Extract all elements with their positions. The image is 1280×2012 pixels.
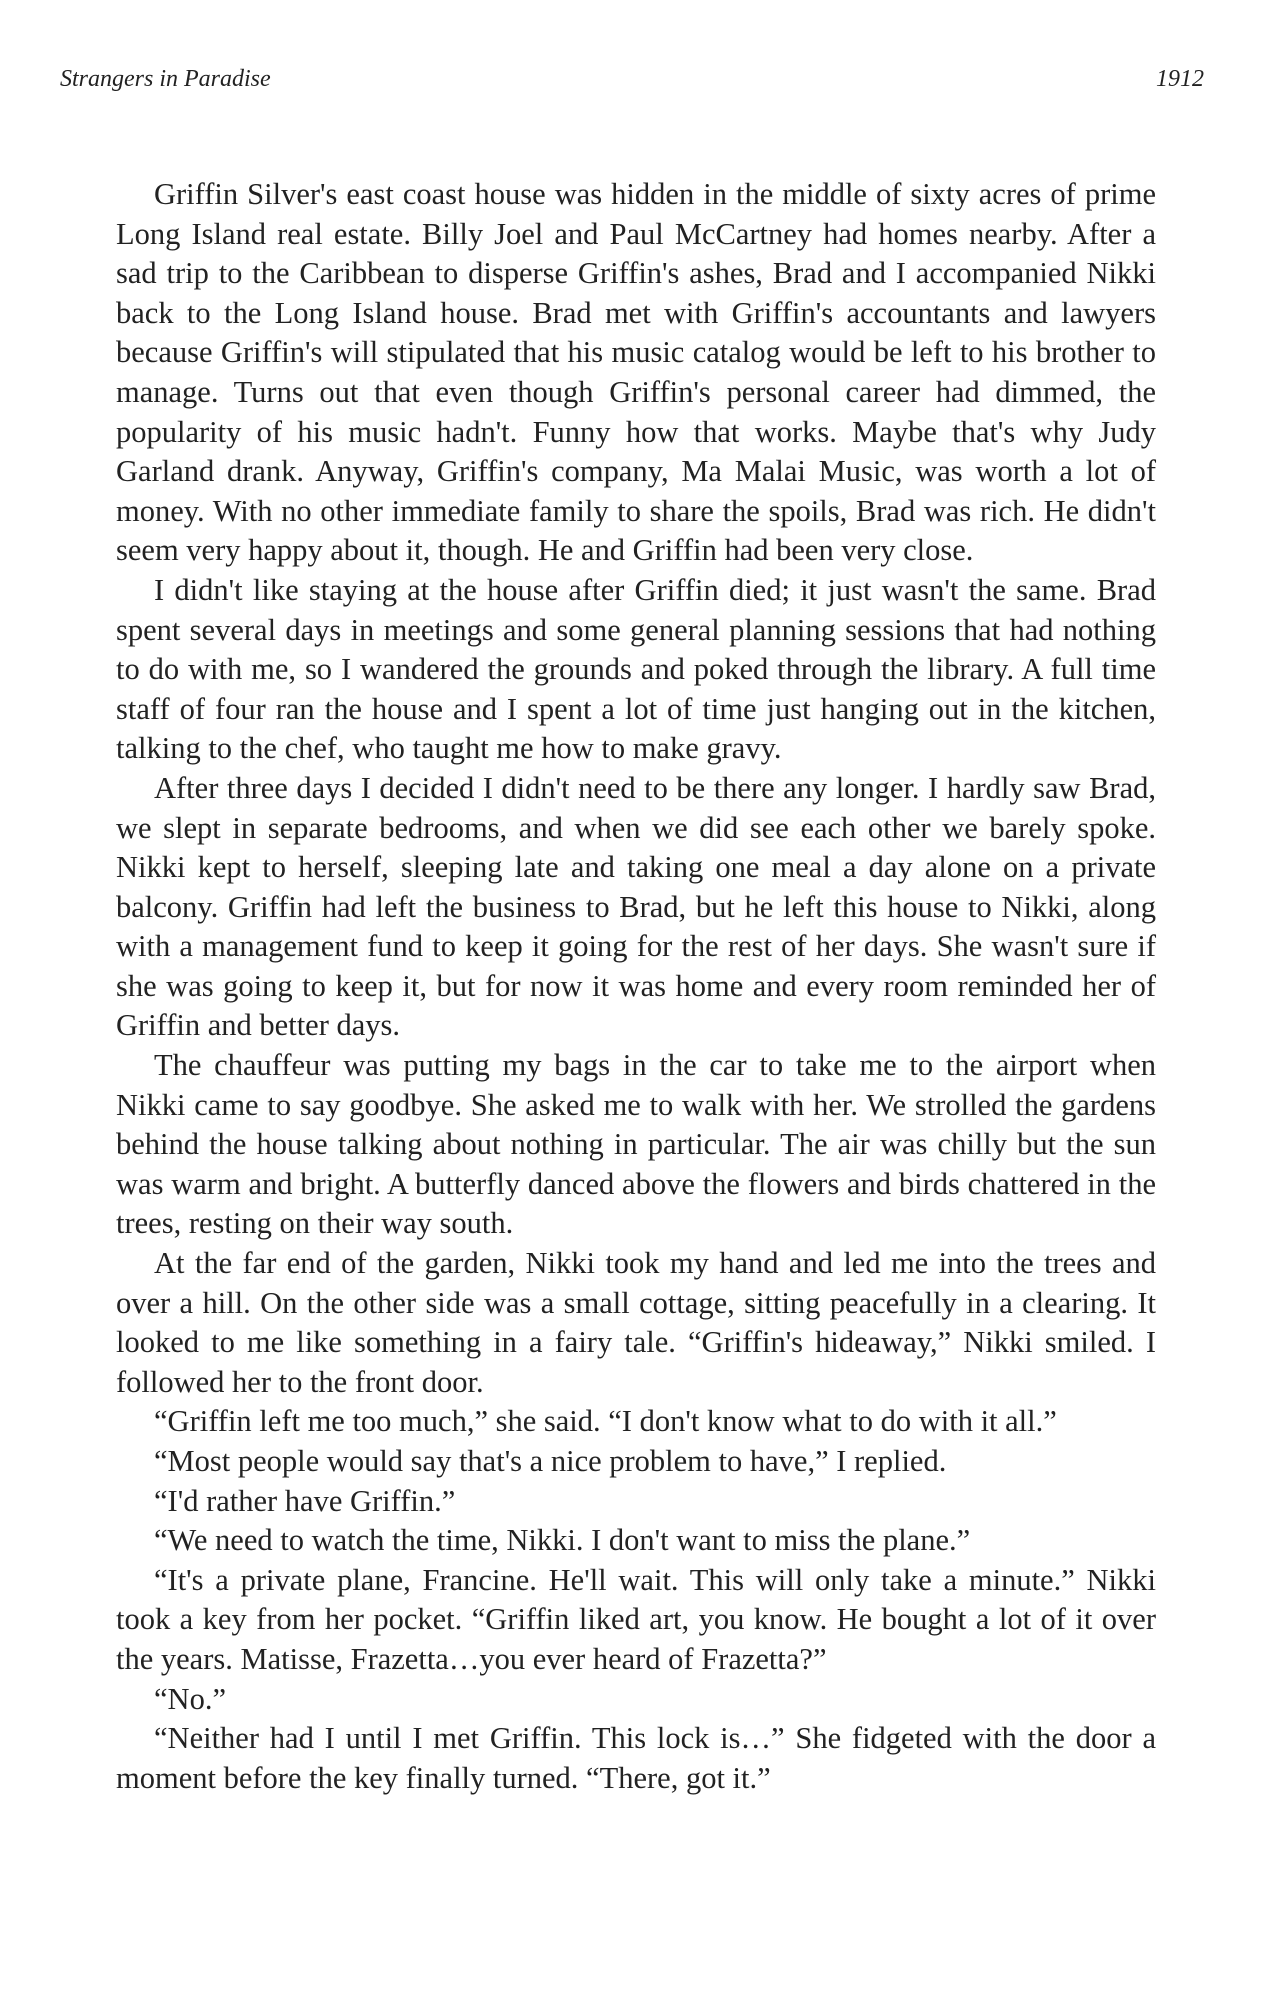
paragraph: “It's a private plane, Francine. He'll wait. This will only take a minute.” Nikki took a key from her pocket. “Griffin liked art, you know. He bought a lot of it over the years. Matisse, Frazetta…you ever heard of Frazetta?” xyxy=(116,1562,1156,1676)
paragraph: At the far end of the garden, Nikki took my hand and led me into the trees and over a hill. On the other side was a small cottage, sitting peacefully in a clearing. It looked to me like something in a fairy tale. “Griffin's hideaway,” Nikki smiled. I followed her to the front door. xyxy=(116,1246,1156,1399)
dialogue-line: “I'd rather have Griffin.” xyxy=(154,1483,456,1518)
paragraph: “Neither had I until I met Griffin. This lock is…” She fidgeted with the door a moment before the key finally turned. “There, got it.” xyxy=(116,1721,1156,1795)
body-text xyxy=(116,175,1156,1798)
book-title: Strangers in Paradise xyxy=(60,66,271,92)
paragraph: Griffin Silver's east coast house was hidden in the middle of sixty acres of prime Long Island real estate. Billy Joel and Paul McCartney had homes nearby. After a sad trip to the Caribbean to disperse Griffin's ashes, Brad and I accompanied Nikki back to the Long Island house. Brad met with Griffin's accountants and lawyers because Griffin's will stipulated that his music catalog would be left to his brother to manage. Turns out that even though Griffin's personal career had dimmed, the popularity of his music hadn't. Funny how that works. Maybe that's why Judy Garland drank. Anyway, Griffin's company, Ma Malai Music, was worth a lot of money. With no other immediate family to share the spoils, Brad was rich. He didn't seem very happy about it, though. He and Griffin had been very close. xyxy=(116,177,1156,568)
running-head xyxy=(60,66,1204,106)
dialogue-line: “Griffin left me too much,” she said. “I don't know what to do with it all.” xyxy=(154,1404,1057,1439)
paragraph: After three days I decided I didn't need to be there any longer. I hardly saw Brad, we slept in separate bedrooms, and when we did see each other we barely spoke. Nikki kept to herself, sleeping late and taking one meal a day alone on a private balcony. Griffin had left the business to Brad, but he left this house to Nikki, along with a management fund to keep it going for the rest of her days. She wasn't sure if she was going to keep it, but for now it was home and every room reminded her of Griffin and better days. xyxy=(116,770,1156,1043)
paragraph: I didn't like staying at the house after Griffin died; it just wasn't the same. Brad spent several days in meetings and some general planning sessions that had nothing to do with me, so I wandered the grounds and poked through the library. A full time staff of four ran the house and I spent a lot of time just hanging out in the kitchen, talking to the chef, who taught me how to make gravy. xyxy=(116,572,1156,766)
dialogue-line: “No.” xyxy=(154,1681,226,1716)
paragraph: The chauffeur was putting my bags in the car to take me to the airport when Nikki came to say goodbye. She asked me to walk with her. We strolled the gardens behind the house talking about nothing in particular. The air was chilly but the sun was warm and bright. A butterfly danced above the flowers and birds chattered in the trees, resting on their way south. xyxy=(116,1048,1156,1241)
dialogue-line: “We need to watch the time, Nikki. I don't want to miss the plane.” xyxy=(154,1523,971,1558)
dialogue-line: “Most people would say that's a nice problem to have,” I replied. xyxy=(154,1444,947,1478)
page-number: 1912 xyxy=(1156,66,1204,92)
